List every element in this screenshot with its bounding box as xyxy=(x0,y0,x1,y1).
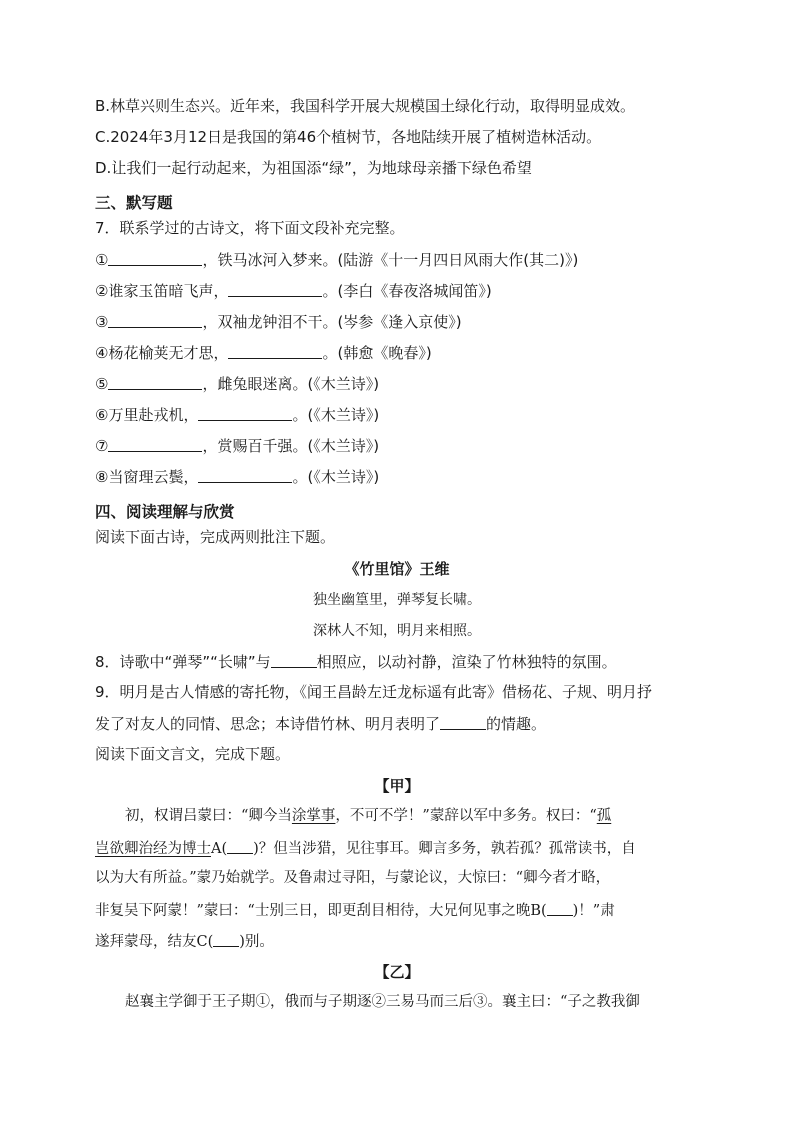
jia-text: )？但当涉猎，见往事耳。卿言多务，孰若孤？孤常读书，自 xyxy=(253,841,636,857)
item-text: ，双袖龙钟泪不干。(岑参《逢入京使》) xyxy=(202,313,462,331)
q7-item-4 xyxy=(95,342,432,363)
jia-underlined: 孤 xyxy=(596,808,612,824)
q7-item-8 xyxy=(95,466,379,487)
item-text: 。(韩愈《晚春》) xyxy=(322,344,432,362)
fill-blank[interactable] xyxy=(108,373,202,390)
item-text: 当窗理云鬓， xyxy=(108,468,199,486)
q9-line-1: 9．明月是古人情感的寄托物，《闻王昌龄左迁龙标遥有此寄》借杨花、子规、明月抒 xyxy=(95,683,653,701)
item-number: ④ xyxy=(95,344,109,362)
q6-option-c: C.2024年3月12日是我国的第46个植树节，各地陆续开展了植树造林活动。 xyxy=(95,128,602,146)
jia-line-5 xyxy=(95,930,695,952)
item-text: 。(《木兰诗》) xyxy=(292,468,380,486)
fill-blank[interactable] xyxy=(440,713,486,730)
poem-title: 《竹里馆》王维 xyxy=(344,560,450,578)
fill-blank[interactable] xyxy=(198,466,292,483)
item-number: ① xyxy=(95,251,109,269)
prose-intro: 阅读下面文言文，完成下题。 xyxy=(95,745,291,763)
poem-line-2: 深林人不知，明月来相照。 xyxy=(313,623,481,639)
yi-line-1: 赵襄主学御于王子期①，俄而与子期逐②三易马而三后③。襄主曰：“子之教我御 xyxy=(125,994,640,1010)
passage-jia-label: 【甲】 xyxy=(374,777,420,795)
item-number: ② xyxy=(95,282,109,300)
q7-stem: 7．联系学过的古诗文，将下面文段补充完整。 xyxy=(95,219,405,237)
q7-item-7 xyxy=(95,435,379,456)
item-text: ，赏赐百千强。(《木兰诗》) xyxy=(202,437,380,455)
jia-text: )别。 xyxy=(239,934,274,950)
q9-text: 发了对友人的同情、思念；本诗借竹林、明月表明了 xyxy=(95,715,441,733)
fill-blank[interactable] xyxy=(108,435,202,452)
fill-blank[interactable] xyxy=(108,249,202,266)
item-text: 万里赴戎机， xyxy=(108,406,199,424)
q8 xyxy=(95,651,617,672)
jia-underlined: 岂欲卿治经为博士 xyxy=(95,841,211,857)
jia-line-3: 以为大有所益。”蒙乃始就学。及鲁肃过寻阳，与蒙论议，大惊曰：“卿今者才略， xyxy=(95,870,611,886)
q8-text: 相照应，以动衬静，渲染了竹林独特的氛围。 xyxy=(316,653,617,671)
item-text: ，铁马冰河入梦来。(陆游《十一月四日风雨大作(其二)》) xyxy=(202,251,579,269)
jia-underlined: 涂掌事 xyxy=(291,808,336,824)
fill-blank-a[interactable] xyxy=(227,837,253,854)
jia-line-1 xyxy=(95,806,695,826)
q7-item-2 xyxy=(95,280,492,301)
jia-text: A( xyxy=(211,841,228,857)
item-text: ，雌兔眼迷离。(《木兰诗》) xyxy=(202,375,380,393)
poem-intro: 阅读下面古诗，完成两则批注下题。 xyxy=(95,528,336,546)
item-number: ⑧ xyxy=(95,468,109,486)
fill-blank-b[interactable] xyxy=(547,899,573,916)
item-number: ⑥ xyxy=(95,406,109,424)
jia-line-4 xyxy=(95,899,695,921)
jia-text: 初，权谓吕蒙曰：“卿今当 xyxy=(125,808,292,824)
q6-option-d: D.让我们一起行动起来，为祖国添“绿”，为地球母亲播下绿色希望 xyxy=(95,159,532,177)
item-text: 。(李白《春夜洛城闻笛》) xyxy=(322,282,492,300)
q6-option-b: B.林草兴则生态兴。近年来，我国科学开展大规模国土绿化行动，取得明显成效。 xyxy=(95,97,636,115)
passage-yi-label: 【乙】 xyxy=(374,963,420,981)
jia-text: 非复吴下阿蒙！”蒙曰：“士别三日，即更刮目相待，大兄何见事之晚 xyxy=(95,903,531,919)
fill-blank[interactable] xyxy=(108,311,202,328)
q9-line-2 xyxy=(95,713,546,734)
fill-blank[interactable] xyxy=(228,342,322,359)
q7-item-6 xyxy=(95,404,379,425)
jia-text: ，不可不学！”蒙辞以军中多务。权曰：“ xyxy=(335,808,597,824)
jia-text: 遂拜蒙母，结友 xyxy=(95,934,197,950)
fill-blank[interactable] xyxy=(198,404,292,421)
jia-text: B( xyxy=(530,903,547,919)
fill-blank[interactable] xyxy=(271,651,317,668)
jia-text: )！”肃 xyxy=(572,903,615,919)
item-number: ⑤ xyxy=(95,375,109,393)
q7-item-3 xyxy=(95,311,462,332)
jia-text: C( xyxy=(196,934,214,950)
q7-item-1 xyxy=(95,249,578,270)
item-text: 谁家玉笛暗飞声， xyxy=(108,282,229,300)
item-text: 。(《木兰诗》) xyxy=(292,406,380,424)
q8-text: 8．诗歌中“弹琴”“长啸”与 xyxy=(95,653,271,671)
fill-blank-c[interactable] xyxy=(213,930,239,947)
jia-line-2 xyxy=(95,837,695,859)
section-4-heading: 四、阅读理解与欣赏 xyxy=(95,503,235,521)
item-number: ⑦ xyxy=(95,437,109,455)
q7-item-5 xyxy=(95,373,379,394)
q9-text: 的情趣。 xyxy=(486,715,547,733)
section-3-heading: 三、默写题 xyxy=(95,194,173,212)
item-text: 杨花榆荚无才思， xyxy=(108,344,229,362)
poem-line-1: 独坐幽篁里，弹琴复长啸。 xyxy=(313,592,481,608)
fill-blank[interactable] xyxy=(228,280,322,297)
item-number: ③ xyxy=(95,313,109,331)
